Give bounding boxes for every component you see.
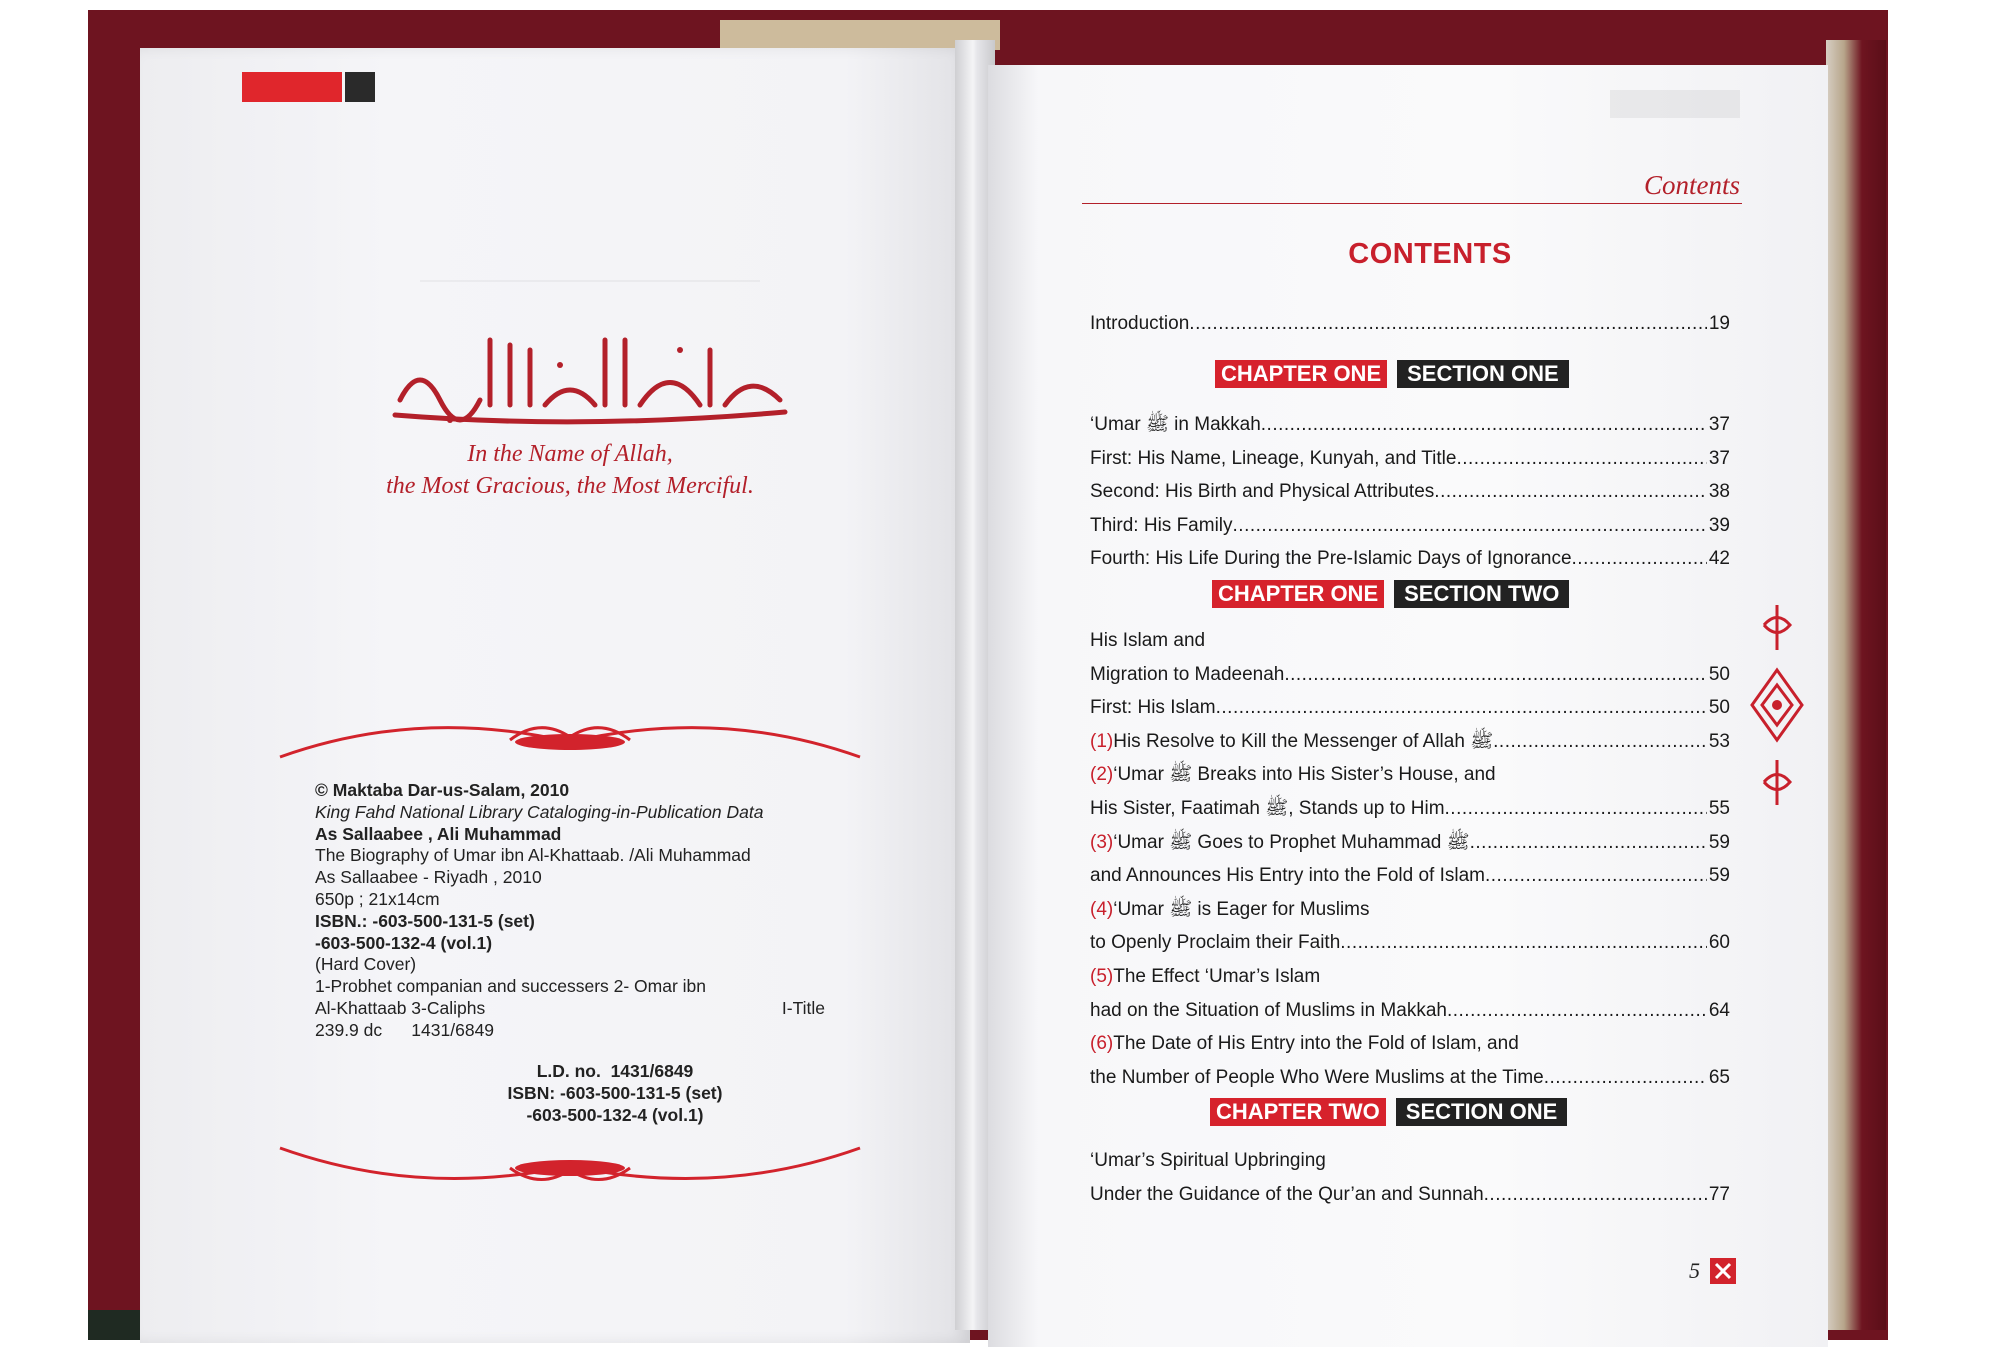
toc-page-number: 50: [1708, 663, 1730, 685]
basmala-line-1: In the Name of Allah,: [467, 441, 673, 467]
running-header: Contents: [1643, 170, 1740, 200]
toc-entry-label: Under the Guidance of the Qur’an and Sunnah: [1090, 1184, 1484, 1205]
section-badge: SECTION ONE: [1396, 1098, 1568, 1126]
toc-entry-number: (3): [1090, 831, 1114, 853]
toc-entry-label: His Islam and: [1090, 630, 1206, 651]
toc-entry: [1090, 1144, 1730, 1178]
toc-leader-dots: [1447, 994, 1707, 1028]
toc-leader-dots: [1456, 442, 1706, 476]
toc-leader-dots: [1572, 542, 1707, 576]
toc-entry: [1090, 658, 1730, 692]
toc-entry: [1090, 792, 1730, 826]
classification-line: 239.9 dc 1431/6849: [315, 1019, 495, 1040]
ld-number: L.D. no. 1431/6849: [536, 1061, 694, 1081]
basmala-translation: [320, 438, 820, 502]
toc-intro: [1090, 312, 1730, 336]
toc-entry: [1090, 475, 1730, 509]
toc-entry: [1090, 542, 1730, 576]
top-flourish-ornament: [270, 712, 870, 772]
toc-entry-label: His Sister, Faatimah ﷺ, Stands up to Him: [1090, 797, 1445, 819]
toc-entry: [1090, 442, 1730, 476]
toc-entry-label: Introduction: [1090, 313, 1190, 334]
toc-leader-dots: [1216, 691, 1707, 725]
dark-marker-block: [345, 72, 375, 102]
toc-entry-label: Fourth: His Life During the Pre-Islamic Days of Ignorance: [1090, 548, 1572, 569]
toc-leader-dots: [1470, 826, 1707, 860]
toc-entry-label: ‘Umar ﷺ Breaks into His Sister’s House, and: [1113, 764, 1496, 786]
toc-leader-dots: [1189, 312, 1707, 336]
toc-entry: [1090, 1027, 1730, 1061]
toc-entry: [1090, 1061, 1730, 1095]
toc-page-number: 39: [1708, 514, 1730, 536]
toc-leader-dots: [1284, 658, 1707, 692]
toc-entry-label: First: His Name, Lineage, Kunyah, and Title: [1090, 447, 1457, 469]
toc-entry-number: (1): [1090, 730, 1114, 752]
toc-entry-number: (4): [1090, 898, 1114, 920]
toc-page-number: 55: [1708, 797, 1730, 819]
chapter-heading-1: [1215, 360, 1569, 388]
title-line-1: The Biography of Umar ibn Al-Khattaab. /Ali Muhammad: [315, 845, 751, 866]
isbn-vol-line: -603-500-132-4 (vol.1): [315, 932, 493, 953]
bottom-flourish-ornament: [270, 1138, 870, 1198]
toc-entry-number: (2): [1090, 764, 1114, 786]
toc-entry-number: (6): [1090, 1033, 1114, 1055]
subjects-line-2-row: [315, 998, 825, 1020]
toc-entry-label: Second: His Birth and Physical Attributes: [1090, 481, 1435, 502]
toc-page-number: 64: [1708, 999, 1730, 1021]
toc-entry-label: His Resolve to Kill the Messenger of Allah ﷺ: [1113, 730, 1494, 752]
toc-entry: [1090, 509, 1730, 543]
toc-entry: [1090, 1178, 1730, 1212]
toc-entry: [1090, 312, 1730, 336]
toc-entry-label: Migration to Madeenah: [1090, 663, 1285, 685]
toc-entry-number: (5): [1090, 965, 1114, 987]
section-badge: SECTION TWO: [1394, 580, 1569, 608]
toc-leader-dots: [1485, 859, 1707, 893]
toc-entry-label: ‘Umar’s Spiritual Upbringing: [1090, 1150, 1326, 1171]
contents-title: CONTENTS: [1348, 238, 1512, 270]
chapter-badge: CHAPTER ONE: [1212, 580, 1384, 608]
toc-page-number: 19: [1708, 313, 1730, 334]
toc-entry: [1090, 960, 1730, 994]
pages-line: 650p ; 21x14cm: [315, 888, 440, 909]
toc-page-number: 50: [1708, 697, 1730, 719]
header-rule: [1082, 203, 1742, 204]
toc-entry-label: to Openly Proclaim their Faith: [1090, 932, 1341, 954]
toc-entry: [1090, 408, 1730, 442]
toc-page-number: 37: [1708, 414, 1730, 435]
toc-page-number: 38: [1708, 481, 1730, 502]
toc-leader-dots: [1340, 926, 1707, 960]
toc-page-number: 53: [1708, 730, 1730, 752]
toc-entry: [1090, 926, 1730, 960]
toc-page-number: 59: [1708, 831, 1730, 853]
toc-entry: [1090, 994, 1730, 1028]
toc-entry: [1090, 826, 1730, 860]
ld-isbn-set: ISBN: -603-500-131-5 (set): [507, 1083, 723, 1103]
catalog-title: King Fahd National Library Cataloging-in-Publication Data: [315, 801, 764, 822]
toc-group-chapter-1-section-1: [1090, 408, 1730, 576]
isbn-set-line: ISBN.: -603-500-131-5 (set): [315, 910, 535, 931]
title-line-2: As Sallaabee - Riyadh , 2010: [315, 867, 542, 888]
toc-leader-dots: [1233, 509, 1707, 543]
toc-leader-dots: [1445, 792, 1707, 826]
copyright-line: © Maktaba Dar-us-Salam, 2010: [315, 780, 570, 800]
show-through-shadow: [420, 250, 760, 282]
toc-leader-dots: [1261, 408, 1707, 442]
toc-entry-label: The Date of His Entry into the Fold of Islam, and: [1113, 1033, 1519, 1055]
cataloging-data-block: [315, 780, 915, 1042]
toc-group-chapter-2-section-1: [1090, 1144, 1730, 1212]
toc-leader-dots: [1544, 1061, 1707, 1095]
subjects-line-2: Al-Khattaab 3-Caliphs: [315, 997, 486, 1018]
book-page-edges: [1826, 40, 1886, 1330]
toc-entry: [1090, 758, 1730, 792]
page-number: 5: [1689, 1258, 1700, 1283]
author-line: As Sallaabee , Ali Muhammad: [315, 823, 562, 844]
toc-entry-label: the Number of People Who Were Muslims at the Time: [1090, 1066, 1544, 1088]
toc-entry: [1090, 624, 1730, 658]
toc-entry-label: had on the Situation of Muslims in Makkah: [1090, 999, 1447, 1021]
toc-page-number: 60: [1708, 932, 1730, 954]
subjects-title-tag: I-Title: [781, 997, 825, 1018]
toc-group-chapter-1-section-2: [1090, 624, 1730, 1094]
basmala-line-2: the Most Gracious, the Most Merciful.: [386, 473, 754, 499]
toc-entry-label: First: His Islam: [1090, 697, 1216, 719]
chapter-badge: CHAPTER TWO: [1210, 1098, 1386, 1126]
toc-entry-label: Third: His Family: [1090, 514, 1233, 536]
page-number-ornament-icon: [1710, 1258, 1736, 1284]
chapter-badge: CHAPTER ONE: [1215, 360, 1387, 388]
toc-entry-label: ‘Umar ﷺ in Makkah: [1090, 414, 1261, 435]
toc-entry: [1090, 725, 1730, 759]
show-through-tab: [1610, 90, 1740, 118]
section-badge: SECTION ONE: [1397, 360, 1569, 388]
toc-entry: [1090, 893, 1730, 927]
cover-line: (Hard Cover): [315, 954, 417, 975]
subjects-line-1: 1-Probhet companian and successers 2- Omar ibn: [315, 976, 707, 997]
chapter-heading-2: [1212, 580, 1569, 608]
bismillah-calligraphy: [380, 320, 800, 430]
toc-entry-label: ‘Umar ﷺ is Eager for Muslims: [1113, 898, 1370, 920]
toc-entry: [1090, 859, 1730, 893]
toc-entry-label: The Effect ‘Umar’s Islam: [1113, 965, 1321, 987]
toc-page-number: 37: [1708, 447, 1730, 469]
toc-entry-label: and Announces His Entry into the Fold of Islam: [1090, 865, 1485, 887]
toc-leader-dots: [1484, 1178, 1707, 1212]
red-marker-block: [242, 72, 342, 102]
toc-page-number: 77: [1708, 1184, 1730, 1205]
toc-page-number: 42: [1708, 548, 1730, 569]
toc-leader-dots: [1434, 475, 1707, 509]
toc-page-number: 59: [1708, 865, 1730, 887]
ld-isbn-vol: -603-500-132-4 (vol.1): [526, 1105, 704, 1125]
toc-leader-dots: [1493, 725, 1707, 759]
toc-page-number: 65: [1708, 1066, 1730, 1088]
legal-deposit-block: [450, 1060, 780, 1126]
toc-entry: [1090, 691, 1730, 725]
toc-entry-label: ‘Umar ﷺ Goes to Prophet Muhammad ﷺ: [1113, 831, 1470, 853]
chapter-heading-3: [1210, 1098, 1567, 1126]
side-ornament: [1742, 600, 1812, 810]
